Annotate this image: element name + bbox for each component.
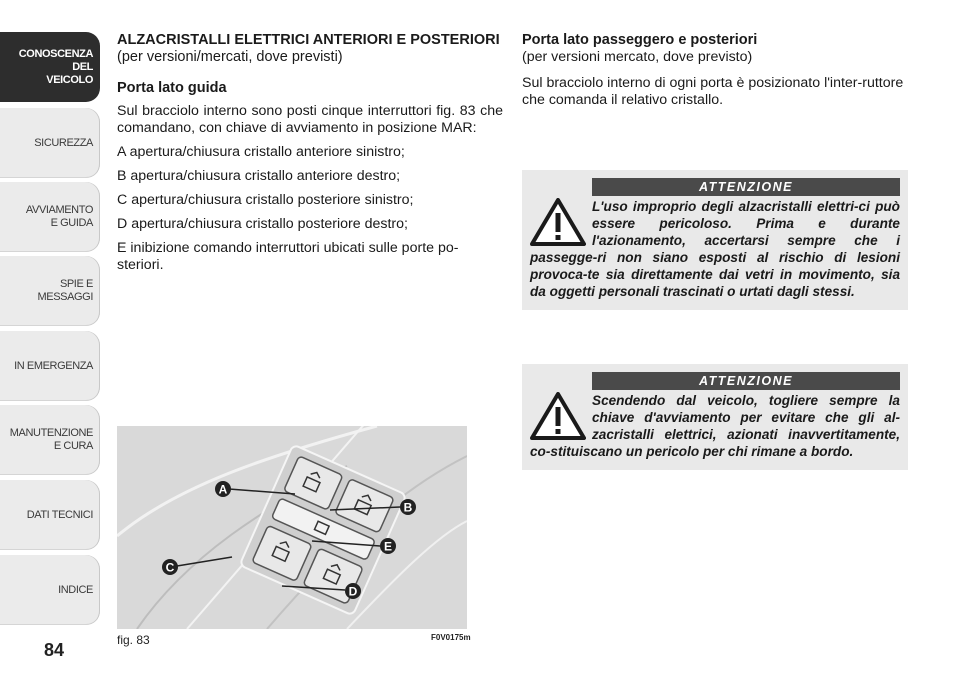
warning-triangle-icon [530, 198, 586, 246]
tab-indice[interactable]: INDICE [0, 555, 100, 625]
tab-sicurezza[interactable]: SICUREZZA [0, 108, 100, 178]
figure-caption: fig. 83 [117, 633, 150, 647]
warning-box-2 [522, 364, 908, 470]
right-column [522, 32, 910, 109]
warning-triangle-icon [530, 392, 586, 440]
figure-code: F0V0175m [431, 633, 471, 642]
callout-d-text: D [348, 584, 358, 599]
figure-83 [117, 426, 467, 629]
list-item: E inibizione comando interruttori ubicati sulle porte po-steriori. [117, 240, 459, 273]
passenger-heading: Porta lato passeggero e posteriori [522, 32, 758, 48]
tab-spie-e-messaggi[interactable]: SPIE E MESSAGGI [0, 256, 100, 326]
window-switch-illustration [117, 426, 467, 629]
warning-title: ATTENZIONE [592, 372, 900, 390]
callout-c [162, 559, 178, 575]
callout-c-text: C [165, 560, 175, 575]
passenger-paragraph: Sul bracciolo interno di ogni porta è posizionato l'inter-ruttore che comanda il relativo cristallo. [522, 75, 904, 108]
warning-box-1 [522, 170, 908, 310]
list-item: C apertura/chiusura cristallo posteriore sinistro; [117, 192, 414, 208]
subhead-driver-door: Porta lato guida [117, 80, 227, 96]
page-number: 84 [44, 640, 65, 660]
callout-e-text: E [383, 539, 393, 554]
warning-text: Scendendo dal veicolo, togliere sempre la chiave d'avviamento per evitare che gli al-zacristalli elettrici, azionati inavvertitamente, co-stituiscano un pericolo per chi rimane a bordo. [530, 393, 900, 459]
tab-manutenzione-e-cura[interactable]: MANUTENZIONE E CURA [0, 405, 100, 475]
section-title-note: (per versioni/mercati, dove previsti) [117, 49, 343, 65]
tab-avviamento-e-guida[interactable]: AVVIAMENTO E GUIDA [0, 182, 100, 252]
callout-a [215, 481, 231, 497]
list-item: A apertura/chiusura cristallo anteriore sinistro; [117, 144, 405, 160]
section-title-text: ALZACRISTALLI ELETTRICI ANTERIORI E POSTERIORI [117, 32, 500, 48]
section-title [117, 32, 503, 66]
intro-paragraph: Sul bracciolo interno sono posti cinque interruttori fig. 83 che comandano, con chiave di avviamento in posizione MAR: [117, 103, 503, 136]
passenger-heading-note: (per versioni mercato, dove previsto) [522, 49, 753, 65]
warning-text: L'uso improprio degli alzacristalli elettri-ci può essere pericoloso. Prima e durante l'azionamento, accertarsi sempre che i passegge-ri non siano esposti al rischio di lesioni provoca-te sia direttamente dai vetri in movimento, sia da oggetti personali trascinati o urtati dagli stessi. [530, 199, 900, 299]
callout-d [345, 583, 361, 599]
list-item: B apertura/chiusura cristallo anteriore destro; [117, 168, 401, 184]
callout-a-text: A [218, 482, 228, 497]
callout-e [380, 538, 396, 554]
warning-title: ATTENZIONE [592, 178, 900, 196]
left-column [117, 32, 503, 274]
tab-dati-tecnici[interactable]: DATI TECNICI [0, 480, 100, 550]
callout-b [400, 499, 416, 515]
callout-b-text: B [403, 500, 413, 515]
list-item: D apertura/chiusura cristallo posteriore destro; [117, 216, 408, 232]
tab-in-emergenza[interactable]: IN EMERGENZA [0, 331, 100, 401]
tab-conoscenza-del-veicolo[interactable]: CONOSCENZA DEL VEICOLO [0, 32, 100, 102]
